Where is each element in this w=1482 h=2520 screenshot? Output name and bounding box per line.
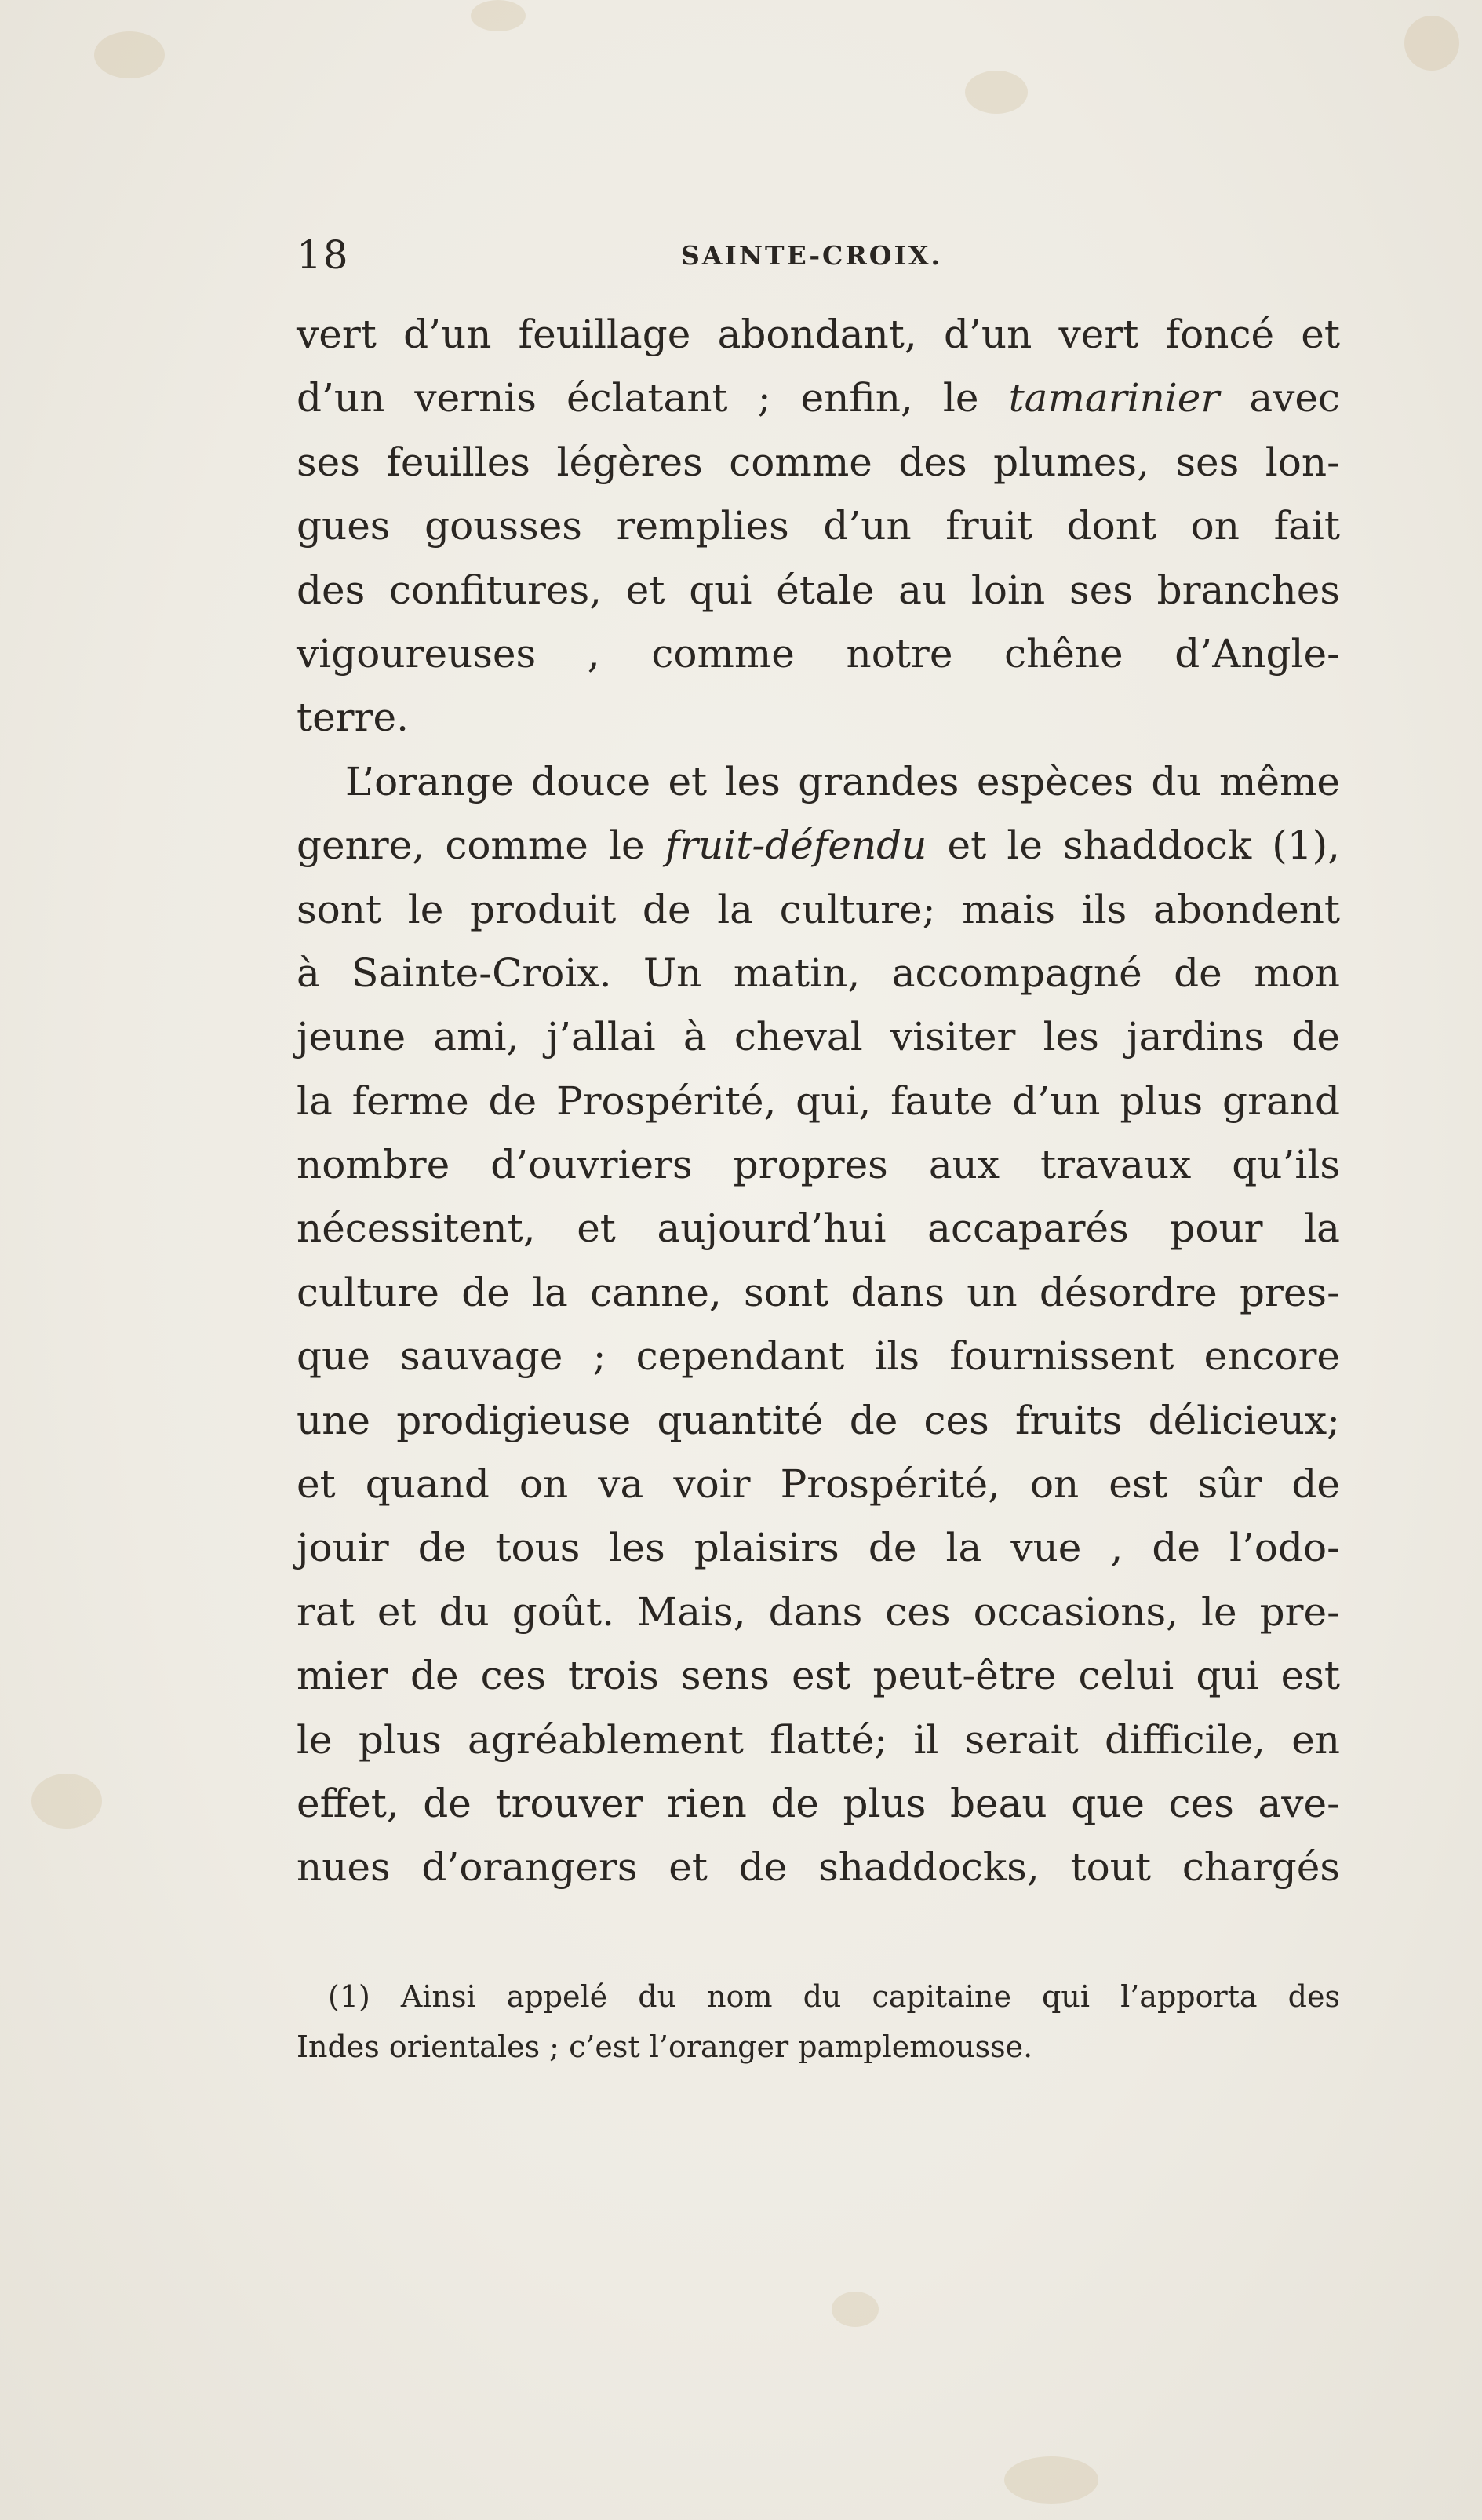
paper-stain — [832, 2292, 879, 2327]
text-line: genre, comme le fruit-défendu et le shaddock (1), — [297, 822, 1340, 869]
text-line: terre. — [297, 695, 409, 741]
text-line: nombre d’ouvriers propres aux travaux qu’ils — [297, 1142, 1340, 1188]
paper-stain — [1404, 16, 1459, 71]
text-line: mier de ces trois sens est peut-être celui qui est — [297, 1653, 1340, 1699]
paper-stain — [471, 0, 526, 31]
text-line: rat et du goût. Mais, dans ces occasions, le pre- — [297, 1588, 1340, 1635]
text-line: gues gousses remplies d’un fruit dont on fait — [297, 503, 1340, 549]
text-line: vigoureuses , comme notre chêne d’Angle- — [297, 630, 1340, 676]
text-line: à Sainte-Croix. Un matin, accompagné de mon — [297, 950, 1340, 996]
text-line: nues d’orangers et de shaddocks, tout chargés — [297, 1844, 1340, 1891]
paper-stain — [1004, 2456, 1098, 2504]
text-line: jeune ami, j’allai à cheval visiter les jardins de — [297, 1014, 1340, 1060]
text-line: que sauvage ; cependant ils fournissent encore — [297, 1333, 1340, 1380]
text-line: jouir de tous les plaisirs de la vue , de l’odo- — [297, 1525, 1340, 1571]
text-line: le plus agréablement flatté; il serait difficile, en — [297, 1716, 1340, 1763]
paper-stain — [94, 31, 165, 78]
italic-term: fruit-défendu — [665, 822, 927, 869]
page-number: 18 — [297, 232, 350, 278]
text-line: et quand on va voir Prospérité, on est sûr de — [297, 1461, 1340, 1508]
text-line: ses feuilles légères comme des plumes, ses lon- — [297, 439, 1340, 485]
footnote-line: (1) Ainsi appelé du nom du capitaine qui l’apporta des — [328, 1979, 1340, 2014]
footnote-line: Indes orientales ; c’est l’oranger pamplemousse. — [297, 2029, 1033, 2064]
text-line: une prodigieuse quantité de ces fruits délicieux; — [297, 1397, 1340, 1443]
text-line: la ferme de Prospérité, qui, faute d’un plus grand — [297, 1078, 1340, 1124]
text-line: sont le produit de la culture; mais ils abondent — [297, 886, 1340, 932]
page-header — [297, 232, 1340, 295]
text-line: d’un vernis éclatant ; enfin, le tamarinier avec — [297, 375, 1341, 421]
paper-stain — [965, 71, 1028, 114]
text-line: des confitures, et qui étale au loin ses branches — [297, 567, 1340, 613]
running-title: SAINTE-CROIX. — [681, 240, 943, 271]
text-line: vert d’un feuillage abondant, d’un vert foncé et — [297, 312, 1340, 357]
text-line: culture de la canne, sont dans un désordre pres- — [297, 1269, 1340, 1315]
body-text — [297, 303, 1340, 1900]
paper-stain — [31, 1774, 102, 1829]
footnote — [297, 1971, 1340, 2072]
text-line: nécessitent, et aujourd’hui accaparés pour la — [297, 1205, 1340, 1252]
italic-term: tamarinier — [1008, 375, 1220, 421]
text-line: effet, de trouver rien de plus beau que ces ave- — [297, 1780, 1340, 1826]
text-line: L’orange douce et les grandes espèces du même — [345, 758, 1340, 804]
